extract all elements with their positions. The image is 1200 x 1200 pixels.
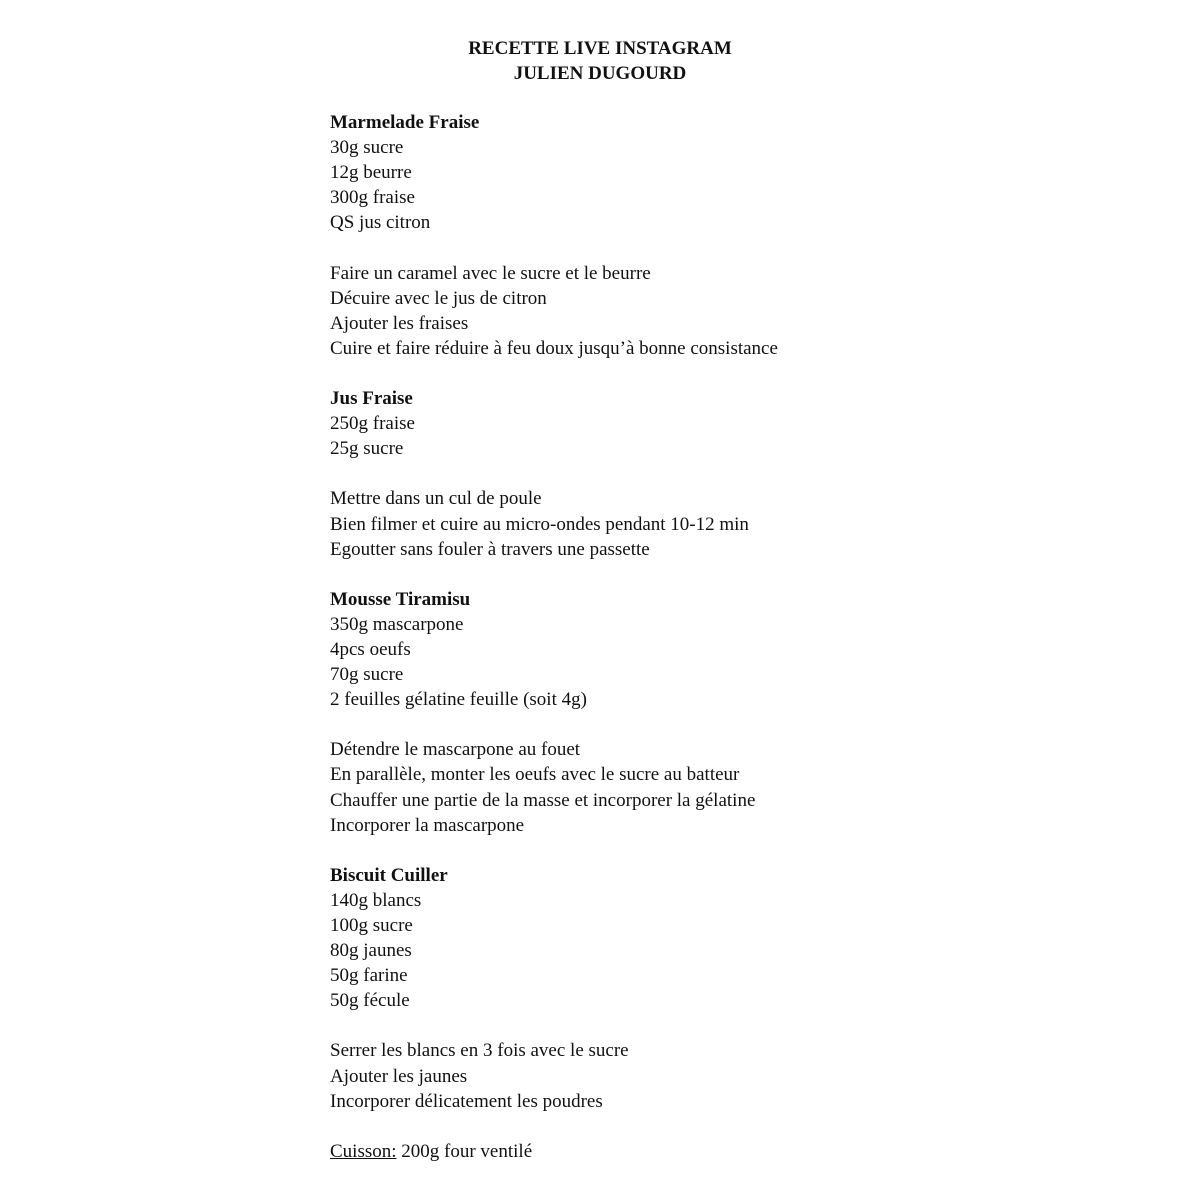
step-item: Serrer les blancs en 3 fois avec le sucre: [330, 1040, 629, 1062]
step-item: Faire un caramel avec le sucre et le beurre: [330, 262, 651, 284]
section-title: Marmelade Fraise: [330, 112, 480, 133]
spacer: [330, 235, 1130, 260]
ingredient-item: 30g sucre: [330, 137, 404, 159]
ingredient-item: 300g fraise: [330, 187, 415, 209]
cuisson-value: 200g four ventilé: [396, 1140, 533, 1162]
ingredient-item: 2 feuilles gélatine feuille (soit 4g): [330, 689, 587, 711]
spacer: [330, 361, 1130, 386]
step-item: Incorporer la mascarpone: [330, 814, 525, 836]
ingredient-item: 140g blancs: [330, 889, 422, 911]
step-item: Incorporer délicatement les poudres: [330, 1090, 603, 1112]
ingredient-item: 12g beurre: [330, 162, 412, 184]
spacer: [330, 712, 1130, 737]
section-title: Jus Fraise: [330, 388, 413, 410]
step-item: Détendre le mascarpone au fouet: [330, 739, 581, 761]
ingredient-item: 350g mascarpone: [330, 613, 464, 635]
ingredient-item: QS jus citron: [330, 212, 431, 234]
section-biscuit-cuiller: [330, 863, 1130, 1139]
section-title: Mousse Tiramisu: [330, 588, 471, 610]
spacer: [330, 838, 1130, 863]
section-mousse-tiramisu: [330, 587, 1130, 863]
ingredient-item: 4pcs oeufs: [330, 638, 411, 660]
spacer: [330, 1114, 1130, 1139]
document-title: RECETTE LIVE INSTAGRAM: [468, 38, 732, 59]
ingredient-item: 50g farine: [330, 965, 408, 987]
document-header: [0, 36, 1200, 86]
step-item: Ajouter les fraises: [330, 312, 469, 334]
section-jus-fraise: [330, 386, 1130, 587]
step-item: Bien filmer et cuire au micro-ondes pendant 10-12 min: [330, 513, 749, 535]
ingredient-item: 80g jaunes: [330, 940, 412, 962]
ingredient-item: 50g fécule: [330, 990, 410, 1012]
step-item: En parallèle, monter les oeufs avec le sucre au batteur: [330, 764, 740, 786]
step-item: Egoutter sans fouler à travers une passette: [330, 538, 650, 560]
ingredient-item: 25g sucre: [330, 438, 404, 460]
section-marmelade-fraise: [330, 110, 1130, 386]
step-item: Cuire et faire réduire à feu doux jusqu’à bonne consistance: [330, 337, 778, 359]
spacer: [330, 1013, 1130, 1038]
cuisson-label: Cuisson:: [330, 1140, 397, 1162]
step-item: Décuire avec le jus de citron: [330, 287, 547, 309]
recipe-content: [330, 110, 1130, 1164]
ingredient-item: 250g fraise: [330, 413, 415, 435]
section-title: Biscuit Cuiller: [330, 864, 448, 886]
ingredient-item: 70g sucre: [330, 664, 404, 686]
step-item: Ajouter les jaunes: [330, 1065, 468, 1087]
step-item: Mettre dans un cul de poule: [330, 488, 542, 510]
step-item: Chauffer une partie de la masse et incorporer la gélatine: [330, 789, 756, 811]
document-author: JULIEN DUGOURD: [513, 63, 687, 84]
spacer: [330, 562, 1130, 587]
spacer: [330, 461, 1130, 486]
ingredient-item: 100g sucre: [330, 915, 413, 936]
cuisson-line: [330, 1139, 1130, 1164]
